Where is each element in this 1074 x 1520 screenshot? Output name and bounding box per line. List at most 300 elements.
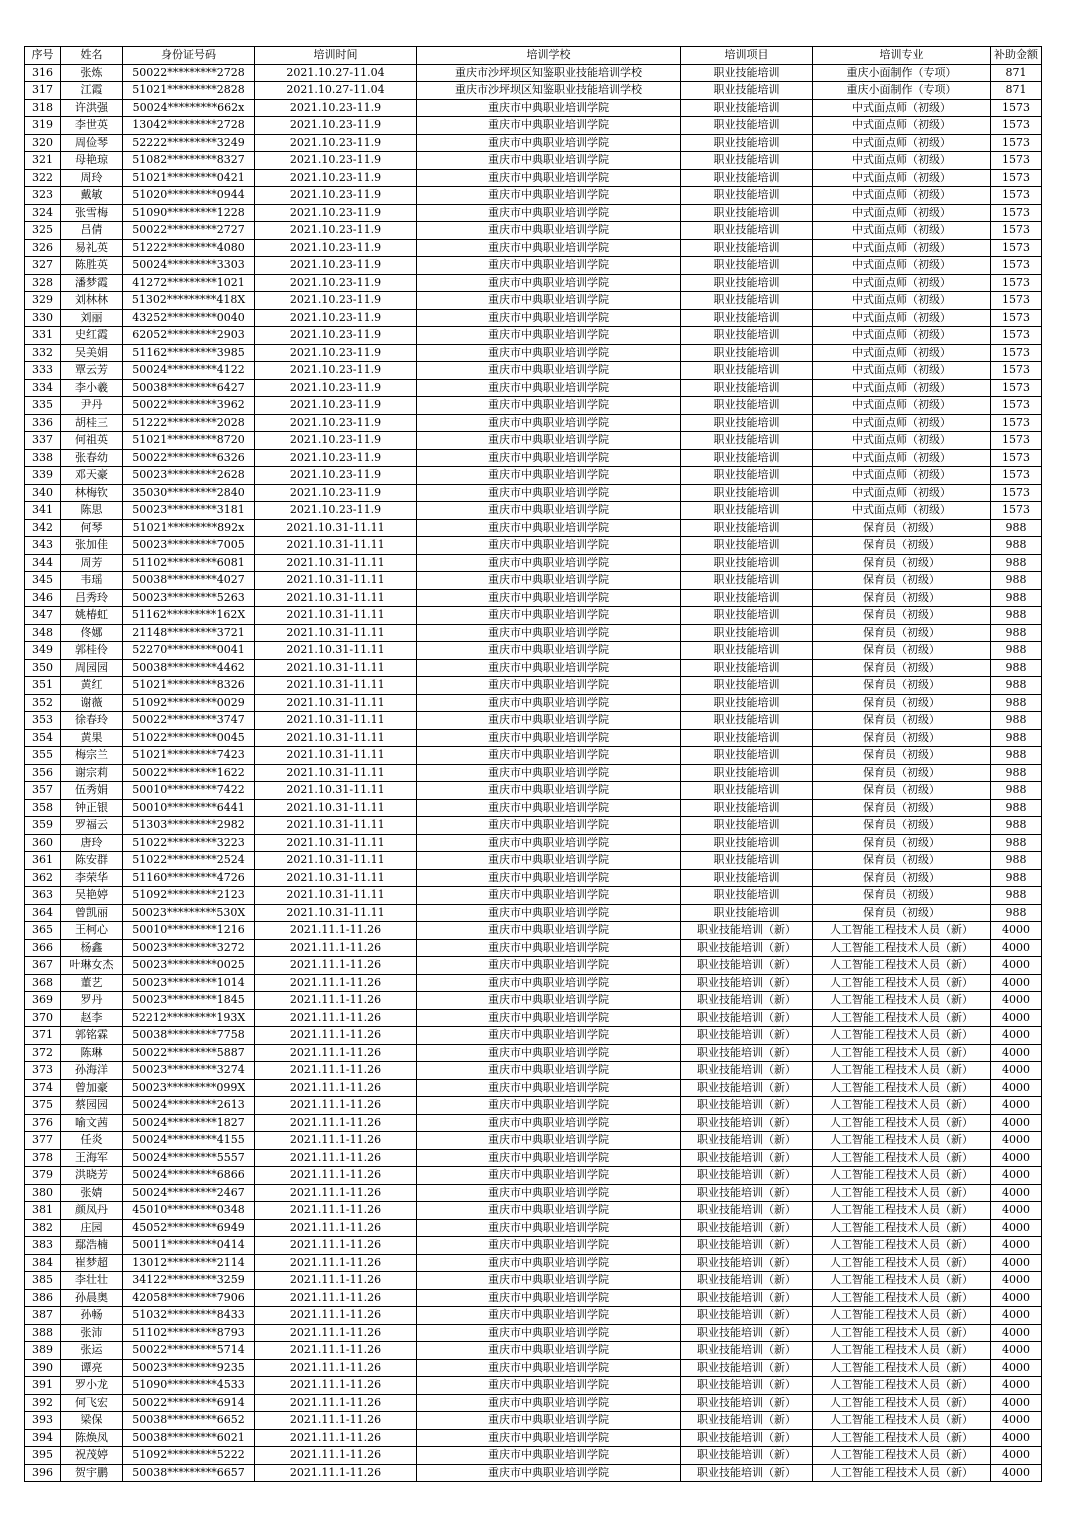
cell-name: 林梅钦 — [61, 484, 123, 502]
cell-training-project: 职业技能培训 — [681, 169, 813, 187]
cell-name: 佟娜 — [61, 624, 123, 642]
cell-index: 357 — [25, 782, 61, 800]
table-row — [25, 904, 1042, 922]
cell-training-time: 2021.10.23-11.9 — [255, 432, 417, 450]
cell-id-number: 51021*********8720 — [123, 432, 255, 450]
cell-id-number: 50023*********2628 — [123, 467, 255, 485]
cell-name: 张春幼 — [61, 449, 123, 467]
cell-index: 354 — [25, 729, 61, 747]
cell-name: 李世英 — [61, 117, 123, 135]
cell-name: 刘丽 — [61, 309, 123, 327]
cell-id-number: 52222*********3249 — [123, 134, 255, 152]
cell-subsidy-amount: 988 — [991, 519, 1042, 537]
cell-training-school: 重庆市中典职业培训学院 — [417, 239, 681, 257]
cell-subsidy-amount: 4000 — [991, 1324, 1042, 1342]
cell-training-project: 职业技能培训 — [681, 607, 813, 625]
cell-name: 鄢浩楠 — [61, 1237, 123, 1255]
table-row — [25, 1132, 1042, 1150]
cell-id-number: 50038*********6021 — [123, 1429, 255, 1447]
cell-training-major: 中式面点师（初级） — [813, 362, 991, 380]
cell-training-major: 中式面点师（初级） — [813, 292, 991, 310]
cell-name: 何飞宏 — [61, 1394, 123, 1412]
cell-subsidy-amount: 871 — [991, 64, 1042, 82]
cell-training-school: 重庆市沙坪坝区知鉴职业技能培训学校 — [417, 64, 681, 82]
cell-training-major: 中式面点师（初级） — [813, 484, 991, 502]
cell-name: 罗丹 — [61, 992, 123, 1010]
cell-training-major: 中式面点师（初级） — [813, 222, 991, 240]
cell-training-project: 职业技能培训 — [681, 869, 813, 887]
table-row — [25, 974, 1042, 992]
cell-index: 378 — [25, 1149, 61, 1167]
cell-training-major: 保育员（初级） — [813, 887, 991, 905]
cell-name: 陈胜英 — [61, 257, 123, 275]
cell-name: 邓天豪 — [61, 467, 123, 485]
cell-subsidy-amount: 4000 — [991, 1429, 1042, 1447]
cell-index: 380 — [25, 1184, 61, 1202]
cell-training-school: 重庆市中典职业培训学院 — [417, 432, 681, 450]
cell-subsidy-amount: 988 — [991, 747, 1042, 765]
cell-id-number: 50022*********2728 — [123, 64, 255, 82]
cell-training-major: 人工智能工程技术人员（新） — [813, 1342, 991, 1360]
cell-training-major: 中式面点师（初级） — [813, 309, 991, 327]
cell-name: 曾凯丽 — [61, 904, 123, 922]
cell-subsidy-amount: 4000 — [991, 992, 1042, 1010]
cell-training-time: 2021.11.1-11.26 — [255, 974, 417, 992]
cell-subsidy-amount: 1573 — [991, 379, 1042, 397]
cell-training-major: 保育员（初级） — [813, 589, 991, 607]
cell-training-major: 保育员（初级） — [813, 869, 991, 887]
cell-training-major: 中式面点师（初级） — [813, 397, 991, 415]
cell-index: 368 — [25, 974, 61, 992]
cell-training-project: 职业技能培训（新） — [681, 1149, 813, 1167]
cell-subsidy-amount: 1573 — [991, 397, 1042, 415]
cell-id-number: 51102*********8793 — [123, 1324, 255, 1342]
cell-subsidy-amount: 4000 — [991, 1307, 1042, 1325]
cell-subsidy-amount: 4000 — [991, 1062, 1042, 1080]
cell-training-major: 中式面点师（初级） — [813, 274, 991, 292]
cell-id-number: 50023*********3181 — [123, 502, 255, 520]
cell-training-major: 人工智能工程技术人员（新） — [813, 1062, 991, 1080]
cell-name: 陈安群 — [61, 852, 123, 870]
cell-training-project: 职业技能培训（新） — [681, 1412, 813, 1430]
cell-training-major: 保育员（初级） — [813, 554, 991, 572]
cell-training-time: 2021.11.1-11.26 — [255, 1377, 417, 1395]
cell-training-school: 重庆市中典职业培训学院 — [417, 502, 681, 520]
cell-name: 黄红 — [61, 677, 123, 695]
cell-index: 374 — [25, 1079, 61, 1097]
cell-name: 陈琳 — [61, 1044, 123, 1062]
cell-training-major: 保育员（初级） — [813, 607, 991, 625]
cell-training-project: 职业技能培训 — [681, 414, 813, 432]
cell-training-major: 人工智能工程技术人员（新） — [813, 939, 991, 957]
cell-training-school: 重庆市中典职业培训学院 — [417, 817, 681, 835]
cell-id-number: 50038*********6657 — [123, 1464, 255, 1482]
cell-name: 张运 — [61, 1342, 123, 1360]
table-row — [25, 204, 1042, 222]
cell-name: 尹丹 — [61, 397, 123, 415]
cell-training-major: 保育员（初级） — [813, 677, 991, 695]
cell-training-time: 2021.10.23-11.9 — [255, 362, 417, 380]
cell-subsidy-amount: 1573 — [991, 187, 1042, 205]
cell-name: 张雪梅 — [61, 204, 123, 222]
cell-training-school: 重庆市中典职业培训学院 — [417, 904, 681, 922]
cell-training-school: 重庆市中典职业培训学院 — [417, 1149, 681, 1167]
table-row — [25, 817, 1042, 835]
table-row — [25, 152, 1042, 170]
cell-subsidy-amount: 4000 — [991, 1359, 1042, 1377]
table-row — [25, 82, 1042, 100]
cell-training-major: 人工智能工程技术人员（新） — [813, 1044, 991, 1062]
cell-training-major: 保育员（初级） — [813, 747, 991, 765]
cell-id-number: 51090*********1228 — [123, 204, 255, 222]
cell-index: 322 — [25, 169, 61, 187]
cell-training-time: 2021.10.23-11.9 — [255, 449, 417, 467]
cell-index: 326 — [25, 239, 61, 257]
cell-training-time: 2021.11.1-11.26 — [255, 1429, 417, 1447]
cell-training-school: 重庆市中典职业培训学院 — [417, 99, 681, 117]
cell-training-school: 重庆市中典职业培训学院 — [417, 764, 681, 782]
cell-training-project: 职业技能培训 — [681, 117, 813, 135]
table-row — [25, 467, 1042, 485]
cell-training-project: 职业技能培训（新） — [681, 922, 813, 940]
table-row — [25, 1044, 1042, 1062]
cell-subsidy-amount: 4000 — [991, 1132, 1042, 1150]
cell-name: 陈思 — [61, 502, 123, 520]
cell-index: 351 — [25, 677, 61, 695]
cell-index: 355 — [25, 747, 61, 765]
cell-id-number: 50023*********3272 — [123, 939, 255, 957]
cell-index: 364 — [25, 904, 61, 922]
cell-id-number: 50022*********1622 — [123, 764, 255, 782]
table-row — [25, 1079, 1042, 1097]
cell-training-time: 2021.11.1-11.26 — [255, 1167, 417, 1185]
cell-subsidy-amount: 871 — [991, 82, 1042, 100]
cell-training-school: 重庆市中典职业培训学院 — [417, 309, 681, 327]
cell-index: 330 — [25, 309, 61, 327]
cell-subsidy-amount: 4000 — [991, 1272, 1042, 1290]
cell-index: 393 — [25, 1412, 61, 1430]
cell-id-number: 50010*********1216 — [123, 922, 255, 940]
cell-name: 崔梦超 — [61, 1254, 123, 1272]
cell-name: 刘林林 — [61, 292, 123, 310]
cell-training-project: 职业技能培训 — [681, 292, 813, 310]
cell-name: 王柯心 — [61, 922, 123, 940]
cell-id-number: 51021*********7423 — [123, 747, 255, 765]
cell-id-number: 50022*********3962 — [123, 397, 255, 415]
cell-name: 周俭琴 — [61, 134, 123, 152]
cell-training-major: 中式面点师（初级） — [813, 502, 991, 520]
cell-training-school: 重庆市中典职业培训学院 — [417, 222, 681, 240]
cell-training-project: 职业技能培训 — [681, 467, 813, 485]
cell-training-school: 重庆市中典职业培训学院 — [417, 379, 681, 397]
table-row — [25, 257, 1042, 275]
cell-training-project: 职业技能培训（新） — [681, 1097, 813, 1115]
cell-training-major: 保育员（初级） — [813, 764, 991, 782]
cell-training-major: 中式面点师（初级） — [813, 134, 991, 152]
cell-training-time: 2021.10.23-11.9 — [255, 309, 417, 327]
cell-training-project: 职业技能培训 — [681, 677, 813, 695]
cell-index: 372 — [25, 1044, 61, 1062]
cell-training-major: 保育员（初级） — [813, 659, 991, 677]
cell-name: 黄果 — [61, 729, 123, 747]
cell-id-number: 50024*********6866 — [123, 1167, 255, 1185]
cell-training-major: 中式面点师（初级） — [813, 99, 991, 117]
cell-training-major: 人工智能工程技术人员（新） — [813, 1027, 991, 1045]
cell-training-major: 中式面点师（初级） — [813, 432, 991, 450]
cell-training-school: 重庆市中典职业培训学院 — [417, 1342, 681, 1360]
cell-training-school: 重庆市中典职业培训学院 — [417, 187, 681, 205]
cell-id-number: 51082*********8327 — [123, 152, 255, 170]
cell-training-project: 职业技能培训 — [681, 624, 813, 642]
cell-name: 吕秀玲 — [61, 589, 123, 607]
cell-id-number: 50038*********7758 — [123, 1027, 255, 1045]
table-row — [25, 99, 1042, 117]
cell-training-project: 职业技能培训 — [681, 397, 813, 415]
cell-training-time: 2021.11.1-11.26 — [255, 1132, 417, 1150]
cell-name: 颜凤丹 — [61, 1202, 123, 1220]
table-row — [25, 414, 1042, 432]
cell-name: 何琴 — [61, 519, 123, 537]
cell-id-number: 51303*********2982 — [123, 817, 255, 835]
cell-index: 333 — [25, 362, 61, 380]
cell-subsidy-amount: 4000 — [991, 1464, 1042, 1482]
cell-id-number: 13042*********2728 — [123, 117, 255, 135]
cell-index: 376 — [25, 1114, 61, 1132]
cell-index: 392 — [25, 1394, 61, 1412]
header-index: 序号 — [25, 47, 61, 65]
cell-training-school: 重庆市中典职业培训学院 — [417, 1027, 681, 1045]
cell-training-project: 职业技能培训（新） — [681, 1237, 813, 1255]
table-row — [25, 169, 1042, 187]
cell-subsidy-amount: 4000 — [991, 1447, 1042, 1465]
cell-index: 353 — [25, 712, 61, 730]
cell-id-number: 50022*********2727 — [123, 222, 255, 240]
cell-id-number: 50023*********530X — [123, 904, 255, 922]
cell-training-time: 2021.10.23-11.9 — [255, 257, 417, 275]
cell-subsidy-amount: 988 — [991, 659, 1042, 677]
cell-name: 谭亮 — [61, 1359, 123, 1377]
cell-id-number: 51102*********6081 — [123, 554, 255, 572]
cell-training-project: 职业技能培训 — [681, 519, 813, 537]
cell-training-major: 人工智能工程技术人员（新） — [813, 1289, 991, 1307]
table-row — [25, 1447, 1042, 1465]
table-row — [25, 869, 1042, 887]
cell-training-school: 重庆市中典职业培训学院 — [417, 729, 681, 747]
cell-name: 曾加豪 — [61, 1079, 123, 1097]
cell-training-time: 2021.10.31-11.11 — [255, 677, 417, 695]
cell-subsidy-amount: 4000 — [991, 1237, 1042, 1255]
cell-training-major: 保育员（初级） — [813, 572, 991, 590]
cell-training-project: 职业技能培训（新） — [681, 1342, 813, 1360]
cell-training-major: 中式面点师（初级） — [813, 152, 991, 170]
cell-id-number: 50038*********6652 — [123, 1412, 255, 1430]
cell-training-major: 中式面点师（初级） — [813, 379, 991, 397]
cell-id-number: 50038*********4462 — [123, 659, 255, 677]
cell-subsidy-amount: 988 — [991, 799, 1042, 817]
table-row — [25, 1272, 1042, 1290]
cell-id-number: 41272*********1021 — [123, 274, 255, 292]
cell-training-project: 职业技能培训 — [681, 764, 813, 782]
cell-index: 388 — [25, 1324, 61, 1342]
cell-training-school: 重庆市中典职业培训学院 — [417, 397, 681, 415]
cell-index: 371 — [25, 1027, 61, 1045]
table-row — [25, 922, 1042, 940]
cell-training-time: 2021.11.1-11.26 — [255, 1184, 417, 1202]
table-row — [25, 1202, 1042, 1220]
cell-training-major: 人工智能工程技术人员（新） — [813, 1429, 991, 1447]
table-row — [25, 134, 1042, 152]
cell-subsidy-amount: 988 — [991, 904, 1042, 922]
cell-training-school: 重庆市中典职业培训学院 — [417, 1412, 681, 1430]
cell-training-project: 职业技能培训 — [681, 554, 813, 572]
cell-training-time: 2021.10.23-11.9 — [255, 274, 417, 292]
cell-id-number: 62052*********2903 — [123, 327, 255, 345]
cell-training-major: 人工智能工程技术人员（新） — [813, 1377, 991, 1395]
cell-training-project: 职业技能培训 — [681, 134, 813, 152]
cell-training-project: 职业技能培训 — [681, 379, 813, 397]
header-training-school: 培训学校 — [417, 47, 681, 65]
cell-training-school: 重庆市中典职业培训学院 — [417, 887, 681, 905]
cell-training-project: 职业技能培训（新） — [681, 957, 813, 975]
cell-training-major: 中式面点师（初级） — [813, 169, 991, 187]
cell-name: 周园园 — [61, 659, 123, 677]
table-row — [25, 1009, 1042, 1027]
cell-training-major: 人工智能工程技术人员（新） — [813, 957, 991, 975]
cell-training-project: 职业技能培训 — [681, 537, 813, 555]
cell-training-time: 2021.11.1-11.26 — [255, 1237, 417, 1255]
cell-subsidy-amount: 4000 — [991, 1254, 1042, 1272]
cell-index: 325 — [25, 222, 61, 240]
cell-id-number: 50023*********9235 — [123, 1359, 255, 1377]
cell-index: 382 — [25, 1219, 61, 1237]
cell-subsidy-amount: 988 — [991, 694, 1042, 712]
cell-training-major: 人工智能工程技术人员（新） — [813, 1237, 991, 1255]
cell-training-major: 人工智能工程技术人员（新） — [813, 1202, 991, 1220]
cell-subsidy-amount: 1573 — [991, 117, 1042, 135]
cell-id-number: 50010*********7422 — [123, 782, 255, 800]
cell-training-major: 人工智能工程技术人员（新） — [813, 974, 991, 992]
cell-name: 姚椿虹 — [61, 607, 123, 625]
cell-training-school: 重庆市中典职业培训学院 — [417, 1202, 681, 1220]
table-row — [25, 379, 1042, 397]
cell-name: 钟正银 — [61, 799, 123, 817]
cell-training-school: 重庆市中典职业培训学院 — [417, 537, 681, 555]
cell-index: 394 — [25, 1429, 61, 1447]
cell-id-number: 51022*********3223 — [123, 834, 255, 852]
cell-training-time: 2021.10.31-11.11 — [255, 729, 417, 747]
cell-training-time: 2021.10.31-11.11 — [255, 747, 417, 765]
cell-training-project: 职业技能培训 — [681, 852, 813, 870]
cell-training-time: 2021.10.31-11.11 — [255, 694, 417, 712]
table-row — [25, 1342, 1042, 1360]
cell-training-school: 重庆市中典职业培训学院 — [417, 1097, 681, 1115]
cell-training-project: 职业技能培训 — [681, 712, 813, 730]
cell-name: 罗小龙 — [61, 1377, 123, 1395]
cell-subsidy-amount: 988 — [991, 887, 1042, 905]
cell-training-school: 重庆市中典职业培训学院 — [417, 624, 681, 642]
cell-index: 350 — [25, 659, 61, 677]
cell-training-school: 重庆市中典职业培训学院 — [417, 134, 681, 152]
cell-training-major: 人工智能工程技术人员（新） — [813, 1132, 991, 1150]
cell-id-number: 51092*********0029 — [123, 694, 255, 712]
cell-training-school: 重庆市中典职业培训学院 — [417, 1114, 681, 1132]
table-row — [25, 852, 1042, 870]
cell-training-project: 职业技能培训 — [681, 589, 813, 607]
cell-index: 323 — [25, 187, 61, 205]
cell-name: 喻文茜 — [61, 1114, 123, 1132]
cell-training-project: 职业技能培训 — [681, 747, 813, 765]
cell-training-school: 重庆市中典职业培训学院 — [417, 292, 681, 310]
cell-training-major: 人工智能工程技术人员（新） — [813, 1307, 991, 1325]
cell-training-project: 职业技能培训（新） — [681, 1009, 813, 1027]
cell-training-school: 重庆市中典职业培训学院 — [417, 1289, 681, 1307]
cell-training-project: 职业技能培训（新） — [681, 974, 813, 992]
cell-training-time: 2021.11.1-11.26 — [255, 1027, 417, 1045]
cell-subsidy-amount: 988 — [991, 764, 1042, 782]
cell-id-number: 50022*********5887 — [123, 1044, 255, 1062]
cell-training-project: 职业技能培训（新） — [681, 1202, 813, 1220]
cell-id-number: 51022*********2524 — [123, 852, 255, 870]
cell-index: 373 — [25, 1062, 61, 1080]
cell-id-number: 21148*********3721 — [123, 624, 255, 642]
cell-subsidy-amount: 988 — [991, 852, 1042, 870]
cell-training-time: 2021.10.31-11.11 — [255, 869, 417, 887]
cell-training-major: 中式面点师（初级） — [813, 204, 991, 222]
table-row — [25, 887, 1042, 905]
cell-name: 孙晨奥 — [61, 1289, 123, 1307]
cell-training-school: 重庆市中典职业培训学院 — [417, 852, 681, 870]
table-row — [25, 1377, 1042, 1395]
cell-training-project: 职业技能培训 — [681, 694, 813, 712]
cell-id-number: 50024*********4155 — [123, 1132, 255, 1150]
cell-training-school: 重庆市沙坪坝区知鉴职业技能培训学校 — [417, 82, 681, 100]
cell-id-number: 51092*********5222 — [123, 1447, 255, 1465]
cell-subsidy-amount: 1573 — [991, 309, 1042, 327]
cell-subsidy-amount: 4000 — [991, 1097, 1042, 1115]
table-row — [25, 1324, 1042, 1342]
cell-training-major: 保育员（初级） — [813, 694, 991, 712]
cell-subsidy-amount: 4000 — [991, 1027, 1042, 1045]
cell-training-school: 重庆市中典职业培训学院 — [417, 1167, 681, 1185]
cell-training-major: 保育员（初级） — [813, 799, 991, 817]
cell-id-number: 50024*********3303 — [123, 257, 255, 275]
cell-subsidy-amount: 4000 — [991, 957, 1042, 975]
cell-subsidy-amount: 4000 — [991, 974, 1042, 992]
cell-training-time: 2021.10.31-11.11 — [255, 659, 417, 677]
cell-training-time: 2021.10.23-11.9 — [255, 467, 417, 485]
cell-id-number: 50038*********6427 — [123, 379, 255, 397]
cell-name: 李小羲 — [61, 379, 123, 397]
cell-training-school: 重庆市中典职业培训学院 — [417, 1219, 681, 1237]
cell-id-number: 13012*********2114 — [123, 1254, 255, 1272]
table-row — [25, 362, 1042, 380]
cell-training-major: 重庆小面制作（专项） — [813, 64, 991, 82]
cell-training-school: 重庆市中典职业培训学院 — [417, 589, 681, 607]
cell-training-project: 职业技能培训（新） — [681, 1289, 813, 1307]
cell-name: 王海军 — [61, 1149, 123, 1167]
cell-training-project: 职业技能培训 — [681, 309, 813, 327]
cell-training-school: 重庆市中典职业培训学院 — [417, 974, 681, 992]
table-row — [25, 292, 1042, 310]
cell-training-time: 2021.10.23-11.9 — [255, 397, 417, 415]
cell-subsidy-amount: 4000 — [991, 939, 1042, 957]
cell-training-school: 重庆市中典职业培训学院 — [417, 169, 681, 187]
cell-training-time: 2021.10.31-11.11 — [255, 537, 417, 555]
cell-training-project: 职业技能培训 — [681, 344, 813, 362]
cell-index: 321 — [25, 152, 61, 170]
cell-training-time: 2021.10.23-11.9 — [255, 292, 417, 310]
cell-subsidy-amount: 988 — [991, 554, 1042, 572]
